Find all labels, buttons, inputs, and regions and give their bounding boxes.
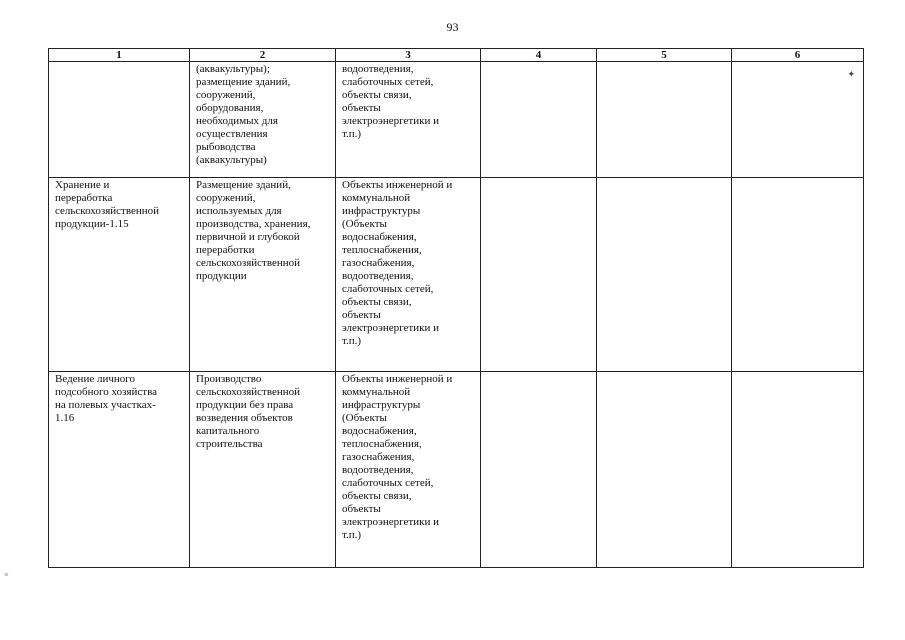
table-row [49,62,864,178]
cell-text: водоотведения, слаботочных сетей, объекты связи, объекты электроэнергетики и т.п.) [342,63,439,140]
margin-mark: ≡ [4,570,9,579]
column-header-6: 6 [732,49,864,62]
scan-mark-icon: ✦ [847,69,855,79]
table-cell [336,62,481,178]
table-cell [597,62,732,178]
table-cell [49,178,190,372]
cell-text: Хранение и переработка сельскохозяйственной продукции-1.15 [55,179,160,230]
table-cell [190,372,336,568]
column-header-3: 3 [336,49,481,62]
cell-text: (аквакультуры); размещение зданий, сооружений, оборудования, необходимых для осуществления рыбоводства (аквакультуры) [196,63,291,166]
table-cell [597,372,732,568]
table-cell [190,178,336,372]
table-cell [732,62,864,178]
table-cell [481,372,597,568]
table-row [49,178,864,372]
page-number: 93 [446,20,459,34]
table-cell [49,62,190,178]
table-row [49,372,864,568]
column-header-2: 2 [190,49,336,62]
cell-text: Размещение зданий, сооружений, используемых для производства, хранения, первичной и глубокой переработки сельскохозяйственной продукции [196,179,311,282]
column-header-1: 1 [49,49,190,62]
column-header-4: 4 [481,49,597,62]
regulations-table [48,48,864,568]
table-cell [481,62,597,178]
cell-text: Производство сельскохозяйственной продукции без права возведения объектов капитального строительства [196,373,301,450]
cell-text: Объекты инженерной и коммунальной инфраструктуры (Объекты водоснабжения, теплоснабжения, газоснабжения, водоотведения, слаботочных сетей, объекты связи, объекты электроэнергетики и т.п.) [342,373,453,541]
table-cell [732,178,864,372]
table-cell [336,178,481,372]
table-cell [732,372,864,568]
column-header-5: 5 [597,49,732,62]
table-cell [190,62,336,178]
cell-text: Ведение личного подсобного хозяйства на полевых участках- 1.16 [55,373,158,424]
cell-text: Объекты инженерной и коммунальной инфраструктуры (Объекты водоснабжения, теплоснабжения, газоснабжения, водоотведения, слаботочных сетей, объекты связи, объекты электроэнергетики и т.п.) [342,179,453,347]
table-cell [597,178,732,372]
table-cell [336,372,481,568]
header-row [49,49,864,62]
table-cell [481,178,597,372]
table-cell [49,372,190,568]
